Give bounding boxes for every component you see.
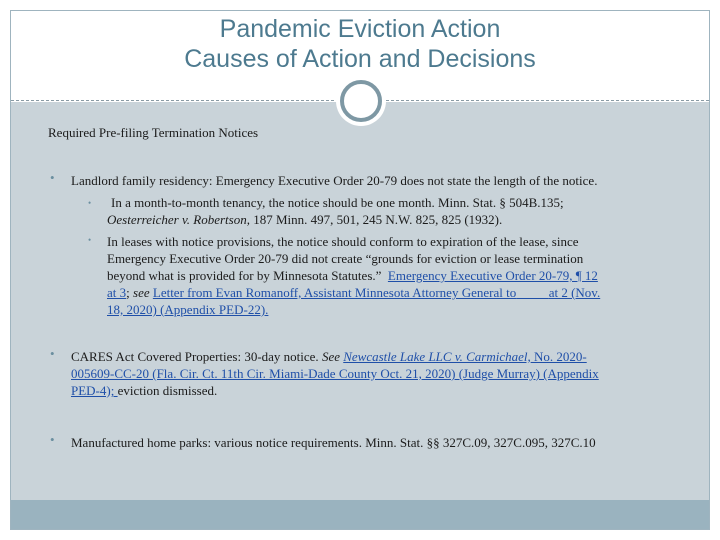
case-citation: 187 Minn. 497, 501, 245 N.W. 825, 825 (1932). [249,212,503,227]
see-signal: See [321,349,340,364]
newcastle-case-link[interactable] [343,349,587,364]
title-line-2: Causes of Action and Decisions [184,45,536,73]
see-signal: see [133,285,150,300]
newcastle-case-link-cont[interactable]: 005609-CC-20 (Fla. Cir. Ct. 11th Cir. Miami-Dade County Oct. 21, 2020) (Judge Murray) (Appendix [71,366,599,381]
case-name: Oesterreicher v. Robertson, [107,212,250,227]
newcastle-case-name: Newcastle Lake LLC v. Carmichael, [343,349,531,364]
sub-1-line-1: In a month-to-month tenancy, the notice should be one month. Minn. Stat. § 504B.135; [111,195,564,210]
attorney-general-letter-link[interactable] [153,285,600,300]
sub-1-line-2 [107,211,697,228]
bullet-2-line-3 [71,382,701,399]
bullet-icon: • [50,432,55,447]
newcastle-case-number: No. 2020- [530,349,587,364]
dismissed-text: eviction dismissed. [117,383,218,398]
bullet-icon: • [50,346,55,361]
bullet-3-text: Manufactured home parks: various notice requirements. Minn. Stat. §§ 327C.09, 327C.095, 327C.10 [71,435,596,450]
sub-2-line-1: In leases with notice provisions, the notice should conform to expiration of the lease, since [107,234,579,249]
sub-2-line-3 [107,267,697,284]
sub-2-line-4 [107,284,697,301]
sub-bullet-1-text [107,194,697,228]
slide-footer-bar [11,500,709,529]
title-line-1: Pandemic Eviction Action [219,15,501,43]
sub-bullet-icon: • [88,198,92,208]
bullet-1-text: Landlord family residency: Emergency Executive Order 20-79 does not state the length of the notice. [71,173,598,188]
attorney-general-letter-link-cont[interactable]: 18, 2020) (Appendix PED-22). [107,302,269,317]
executive-order-link[interactable]: Emergency Executive Order 20-79, ¶ 12 [387,268,598,283]
letter-link-text: Letter from Evan Romanoff, Assistant Minnesota Attorney General to [152,285,517,300]
bullet-2-line-2 [71,365,701,382]
letter-link-page: at 2 (Nov. [548,285,601,300]
newcastle-appendix-link[interactable]: PED-4); [71,383,118,398]
cares-act-text: CARES Act Covered Properties: 30-day notice. [71,349,322,364]
semicolon: ; [126,285,134,300]
sub-2-line-2: Emergency Executive Order 20-79 did not create “grounds for eviction or lease termination [107,251,584,266]
sub-2-line-5 [107,301,697,318]
sub-bullet-2-text [107,233,697,318]
bullet-icon: • [50,170,55,185]
executive-order-link-cont[interactable]: at 3 [107,285,127,300]
section-heading: Required Pre-filing Termination Notices [48,125,259,140]
circle-ornament-icon [340,80,382,122]
bullet-2-line-1 [71,348,701,365]
quote-end: beyond what is provided for by Minnesota Statutes.” [107,268,382,283]
slide-title [0,14,720,74]
bullet-2-text [71,348,701,399]
sub-bullet-icon: • [88,235,92,245]
